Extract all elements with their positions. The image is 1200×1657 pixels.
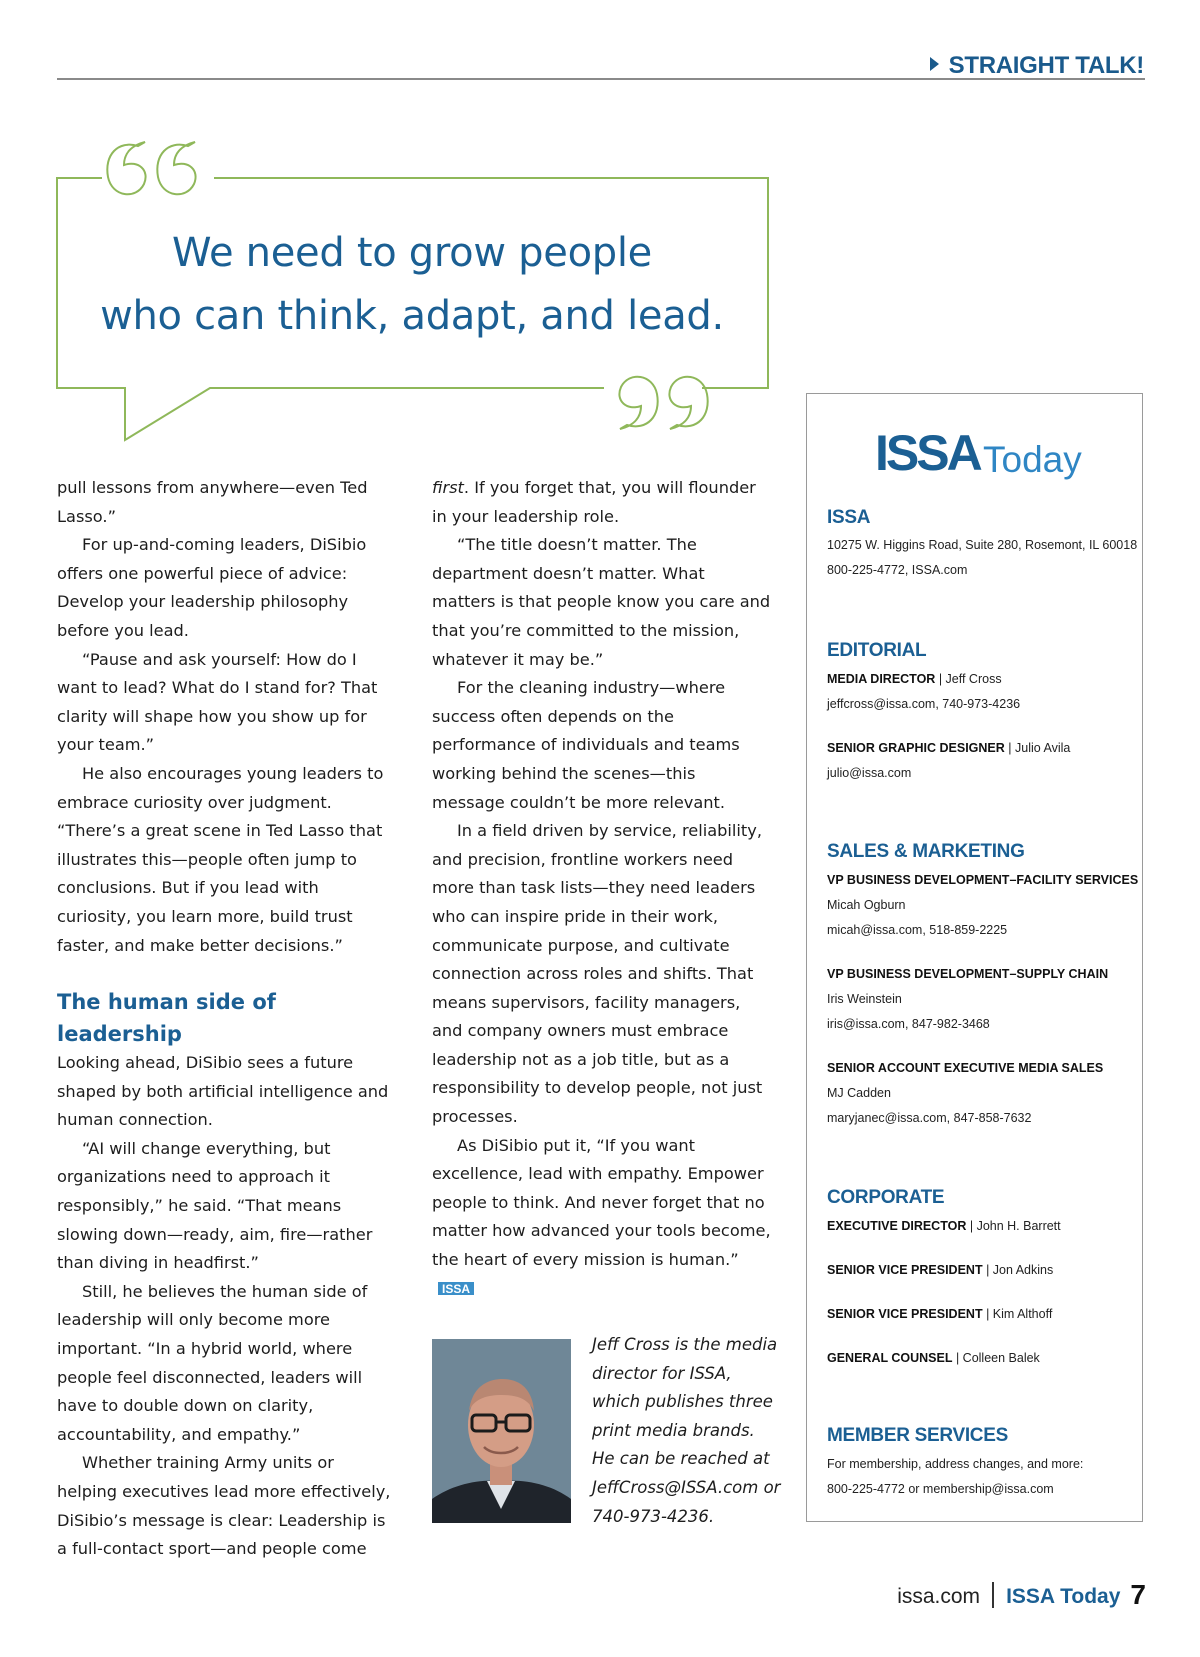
masthead-corporate-title: CORPORATE xyxy=(827,1187,945,1208)
paragraph: Looking ahead, DiSibio sees a future shaped by both artificial intelligence and human connection. xyxy=(57,1053,389,1130)
pull-quote-line: We need to grow people xyxy=(172,230,652,276)
section-tag-label: STRAIGHT TALK! xyxy=(948,52,1144,79)
footer-site: issa.com xyxy=(897,1585,981,1608)
pull-quote xyxy=(57,222,767,348)
masthead-line: GENERAL COUNSEL | Colleen Balek xyxy=(827,1351,1040,1365)
end-mark-text: ISSA xyxy=(441,1281,471,1296)
paragraph: As DiSibio put it, “If you want excellence, lead with empathy. Empower people to think. And never forget that no matter how advanced your tools become, the heart of every mission is human.” ISSA xyxy=(432,1135,771,1296)
article-column-2 xyxy=(432,474,772,1303)
masthead-line: VP BUSINESS DEVELOPMENT–SUPPLY CHAIN xyxy=(827,967,1109,981)
page-number: 7 xyxy=(1130,1579,1146,1610)
masthead-line: EXECUTIVE DIRECTOR | John H. Barrett xyxy=(827,1219,1061,1233)
pull-quote-line: who can think, adapt, and lead. xyxy=(100,293,724,339)
masthead-line: MEDIA DIRECTOR | Jeff Cross xyxy=(827,672,1002,686)
paragraph: He also encourages young leaders to embrace curiosity over judgment. “There’s a great scene in Ted Lasso that illustrates this—people often jump to conclusions. But if you lead with curiosity, you learn more, build trust faster, and make better decisions.” xyxy=(57,763,384,955)
masthead-line: Iris Weinstein xyxy=(827,992,902,1006)
article-column-1 xyxy=(57,474,397,1564)
paragraph: For up-and-coming leaders, DiSibio offers one powerful piece of advice: Develop your leadership philosophy before you lead. xyxy=(57,535,367,640)
masthead-address: 10275 W. Higgins Road, Suite 280, Rosemont, IL 60018 xyxy=(827,538,1138,552)
masthead-line: MJ Cadden xyxy=(827,1086,891,1100)
open-quote-icon xyxy=(107,142,195,194)
masthead-line: iris@issa.com, 847-982-3468 xyxy=(827,1017,990,1031)
masthead-line: SENIOR ACCOUNT EXECUTIVE MEDIA SALES xyxy=(827,1061,1104,1075)
paragraph: “AI will change everything, but organizations need to approach it responsibly,” he said. “That means slowing down—ready, aim, fire—rather than diving in headfirst.” xyxy=(57,1138,373,1273)
paragraph: In a field driven by service, reliability, and precision, frontline workers need more than task lists—they need leaders who can inspire pride in their work, communicate purpose, and cultivate connection across roles and shifts. That means supervisors, facility managers, and company owners must embrace leadership not as a job title, but as a responsibility to develop people, not just processes. xyxy=(432,821,763,1127)
paragraph: For the cleaning industry—where success often depends on the performance of individuals and teams working behind the scenes—this message couldn’t be more relevant. xyxy=(432,678,740,812)
issa-end-mark-icon xyxy=(438,1280,474,1296)
masthead-line: SENIOR GRAPHIC DESIGNER | Julio Avila xyxy=(827,741,1071,755)
masthead-line: VP BUSINESS DEVELOPMENT–FACILITY SERVICES xyxy=(827,873,1139,887)
masthead-line: maryjanec@issa.com, 847-858-7632 xyxy=(827,1111,1032,1125)
footer-brand: ISSA Today xyxy=(1006,1585,1121,1608)
masthead-line: 800-225-4772 or membership@issa.com xyxy=(827,1482,1054,1496)
emphasis: first xyxy=(432,478,464,497)
author-photo xyxy=(432,1339,571,1523)
paragraph: “The title doesn’t matter. The department doesn’t matter. What matters is that people know you care and that you’re committed to the mission, whatever it may be.” xyxy=(432,535,771,669)
paragraph: “Pause and ask yourself: How do I want to lead? What do I stand for? That clarity will shape how you show up for your team.” xyxy=(57,649,378,755)
masthead-line: julio@issa.com xyxy=(827,766,912,780)
masthead-member-title: MEMBER SERVICES xyxy=(827,1425,1008,1446)
page-footer xyxy=(897,1579,1146,1611)
masthead-editorial-title: EDITORIAL xyxy=(827,640,927,661)
issa-today-logo xyxy=(875,428,1095,482)
masthead-line: For membership, address changes, and more: xyxy=(827,1457,1084,1471)
logo-mark: ISSA xyxy=(875,428,980,481)
paragraph: pull lessons from anywhere—even Ted Lasso.” xyxy=(57,478,368,526)
paragraph: Whether training Army units or helping executives lead more effectively, DiSibio’s message is clear: Leadership is a full-contact sport—and people come xyxy=(57,1453,391,1559)
masthead-sales-title: SALES & MARKETING xyxy=(827,841,1025,862)
masthead-line: SENIOR VICE PRESIDENT | Kim Althoff xyxy=(827,1307,1053,1321)
logo-word: Today xyxy=(983,439,1082,480)
paragraph: first. If you forget that, you will flounder in your leadership role. xyxy=(432,478,756,526)
masthead-org-title: ISSA xyxy=(827,507,871,528)
subheading: The human side of leadership xyxy=(57,990,276,1047)
masthead-line: jeffcross@issa.com, 740-973-4236 xyxy=(827,697,1021,711)
masthead-line: micah@issa.com, 518-859-2225 xyxy=(827,923,1008,937)
footer-divider xyxy=(992,1582,994,1608)
masthead-contact: 800-225-4772, ISSA.com xyxy=(827,563,968,577)
author-bio: Jeff Cross is the media director for ISSA, which publishes three print media brands. He can be reached at JeffCross@ISSA.com or 740-973-4236. xyxy=(592,1335,781,1526)
masthead-line: SENIOR VICE PRESIDENT | Jon Adkins xyxy=(827,1263,1054,1277)
close-quote-icon xyxy=(619,377,707,429)
paragraph: Still, he believes the human side of leadership will only become more important. “In a hybrid world, where people feel disconnected, leaders will have to double down on clarity, accountability, and empathy.” xyxy=(57,1281,368,1444)
masthead-line: Micah Ogburn xyxy=(827,898,906,912)
